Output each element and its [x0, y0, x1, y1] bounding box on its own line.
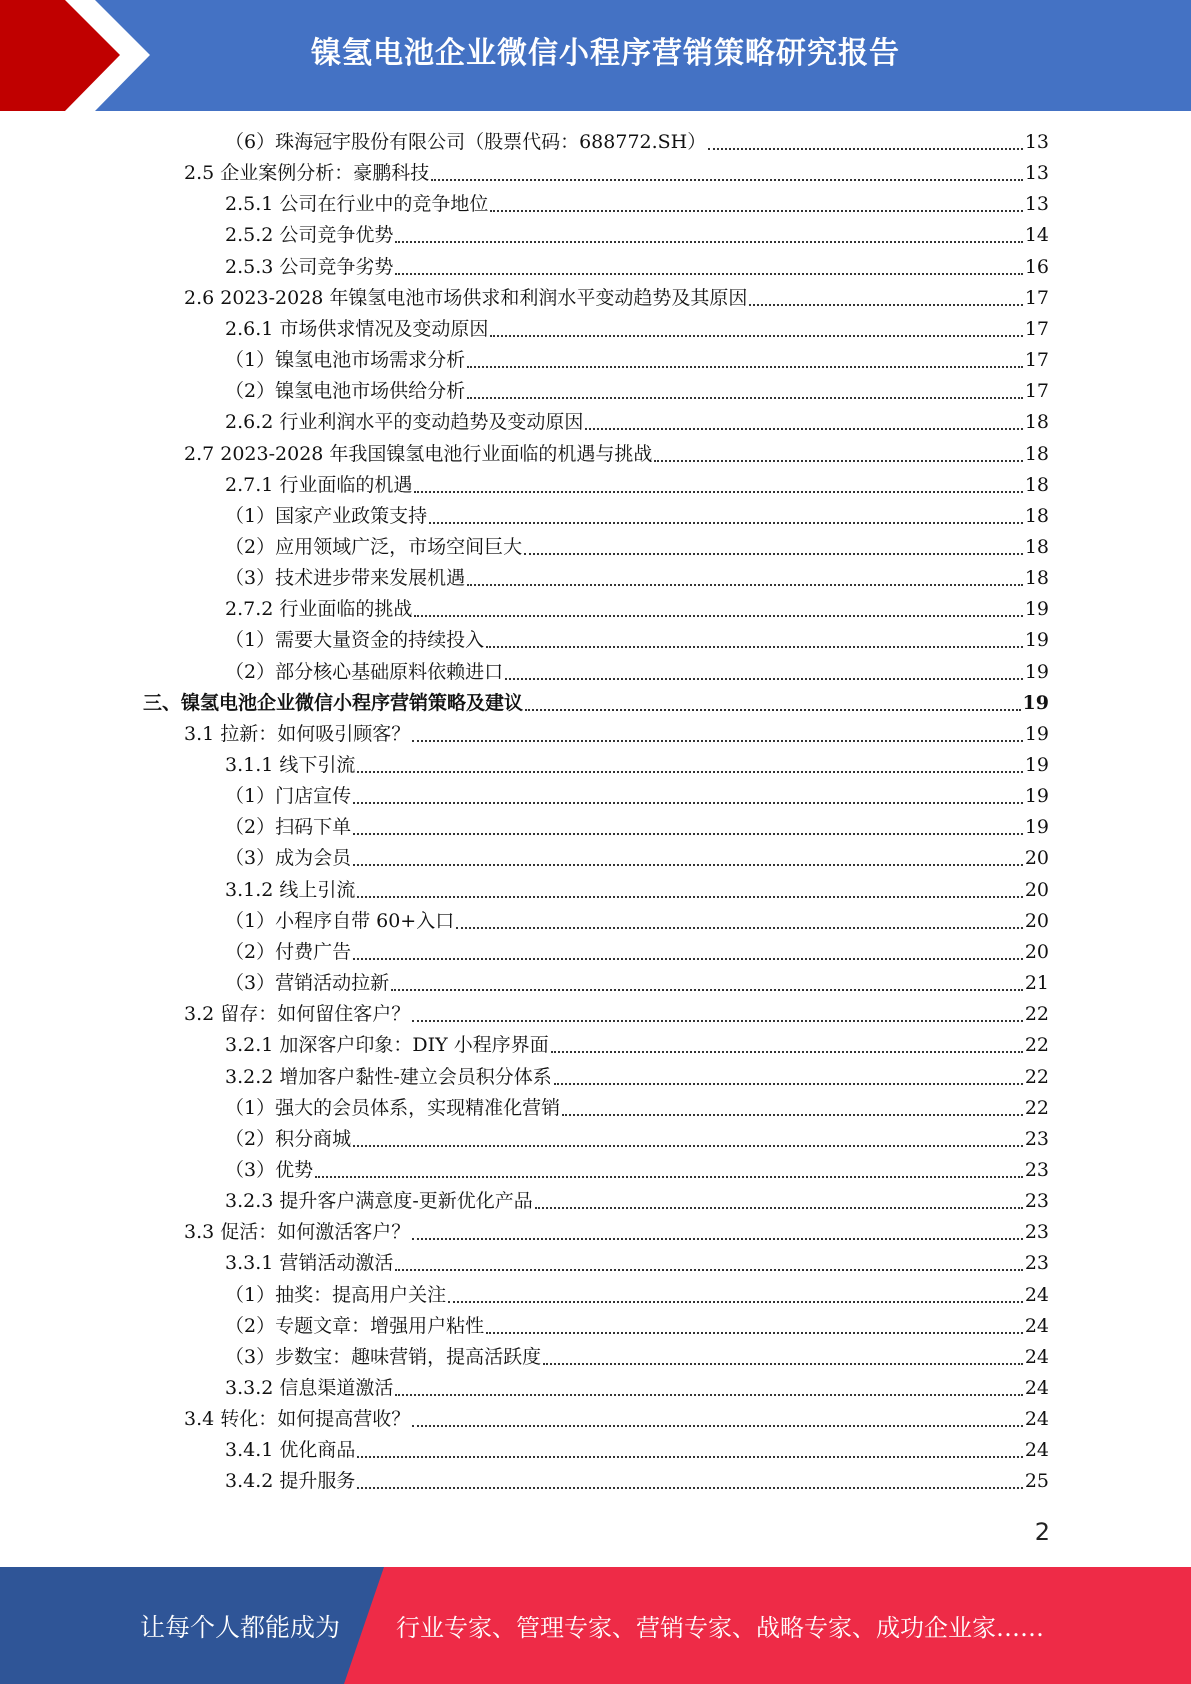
toc-leader-dots	[467, 397, 1023, 399]
toc-entry-label: 2.7.2 行业面临的挑战	[225, 598, 413, 621]
toc-entry-page: 14	[1024, 224, 1049, 247]
toc-entry[interactable]	[225, 781, 1049, 812]
toc-entry[interactable]	[225, 220, 1049, 251]
toc-leader-dots	[467, 584, 1023, 586]
toc-entry[interactable]	[225, 532, 1049, 563]
toc-entry-page: 19	[1024, 754, 1049, 776]
toc-entry-page: 23	[1024, 1127, 1049, 1150]
toc-leader-dots	[551, 1051, 1023, 1053]
toc-leader-dots	[353, 1145, 1023, 1147]
toc-entry-label: 3.2.3 提升客户满意度-更新优化产品	[225, 1190, 533, 1213]
page-number: 2	[1034, 1518, 1050, 1546]
toc-leader-dots	[486, 646, 1023, 648]
toc-leader-dots	[353, 833, 1023, 835]
toc-entry[interactable]	[225, 1342, 1049, 1373]
toc-entry-label: （6）珠海冠宇股份有限公司（股票代码：688772.SH）	[225, 131, 707, 153]
toc-entry-page: 23	[1024, 1190, 1049, 1213]
toc-entry-page: 17	[1024, 349, 1049, 372]
toc-entry-label: （1）需要大量资金的持续投入	[225, 629, 485, 652]
toc-leader-dots	[395, 273, 1022, 275]
toc-entry-label: （2）积分商城	[225, 1127, 352, 1150]
page-header	[0, 0, 1191, 111]
toc-entry[interactable]	[225, 1466, 1049, 1497]
toc-leader-dots	[395, 241, 1022, 243]
toc-entry-page: 24	[1024, 1439, 1049, 1462]
toc-entry[interactable]	[225, 875, 1049, 906]
toc-entry-page: 22	[1024, 1065, 1049, 1088]
toc-entry-page: 19	[1024, 660, 1049, 683]
toc-leader-dots	[357, 896, 1022, 898]
toc-entry[interactable]	[225, 1030, 1049, 1061]
toc-leader-dots	[448, 1301, 1023, 1303]
toc-entry-label: （3）优势	[225, 1158, 314, 1181]
toc-leader-dots	[585, 428, 1022, 430]
toc-entry-label: 2.5.3 公司竞争劣势	[225, 255, 394, 278]
toc-entry-page: 18	[1024, 411, 1049, 434]
toc-leader-dots	[414, 615, 1022, 617]
toc-entry-label: （2）扫码下单	[225, 816, 352, 839]
toc-entry-page: 13	[1024, 131, 1049, 153]
toc-entry-page: 24	[1024, 1283, 1049, 1306]
toc-leader-dots	[357, 1487, 1022, 1489]
toc-entry-page: 22	[1024, 1034, 1049, 1057]
toc-entry-label: 3.2.1 加深客户印象：DIY 小程序界面	[225, 1034, 549, 1057]
toc-entry-label: 3.1 拉新：如何吸引顾客？	[184, 722, 411, 745]
toc-entry[interactable]	[225, 127, 1049, 158]
toc-leader-dots	[708, 148, 1023, 150]
toc-leader-dots	[749, 304, 1022, 306]
toc-entry-page: 19	[1024, 629, 1049, 652]
toc-entry-page: 17	[1024, 380, 1049, 403]
toc-leader-dots	[412, 1238, 1023, 1240]
toc-leader-dots	[490, 335, 1022, 337]
footer-slogan-right: 行业专家、管理专家、营销专家、战略专家、成功企业家……	[396, 1614, 1044, 1642]
toc-entry[interactable]	[184, 999, 1049, 1030]
toc-entry-label: 3.4 转化：如何提高营收？	[184, 1408, 411, 1431]
toc-entry[interactable]	[225, 376, 1049, 407]
toc-entry[interactable]	[184, 439, 1049, 470]
toc-entry-page: 17	[1024, 317, 1049, 340]
toc-entry-page: 19	[1022, 691, 1049, 714]
toc-entry[interactable]	[225, 501, 1049, 532]
toc-entry-page: 24	[1024, 1345, 1049, 1368]
toc-entry[interactable]	[225, 1186, 1049, 1217]
toc-entry-page: 21	[1024, 972, 1049, 995]
toc-leader-dots	[543, 1363, 1023, 1365]
toc-leader-dots	[554, 1083, 1023, 1085]
toc-entry-page: 18	[1024, 473, 1049, 496]
toc-leader-dots	[525, 709, 1021, 711]
toc-entry-label: （2）应用领域广泛，市场空间巨大	[225, 535, 523, 558]
toc-entry-page: 23	[1024, 1158, 1049, 1181]
toc-entry-page: 16	[1024, 255, 1049, 278]
toc-entry-label: （2）部分核心基础原料依赖进口	[225, 660, 504, 683]
toc-entry[interactable]	[225, 345, 1049, 376]
toc-entry-page: 13	[1024, 193, 1049, 216]
toc-entry[interactable]	[225, 252, 1049, 283]
toc-leader-dots	[654, 460, 1022, 462]
toc-entry[interactable]	[225, 470, 1049, 501]
toc-leader-dots	[357, 1456, 1022, 1458]
toc-entry-label: 3.2.2 增加客户黏性-建立会员积分体系	[225, 1065, 552, 1088]
toc-entry-label: （2）镍氢电池市场供给分析	[225, 380, 466, 403]
toc-leader-dots	[353, 958, 1023, 960]
page-footer	[0, 1567, 1191, 1684]
toc-entry-label: 2.6.2 行业利润水平的变动趋势及变动原因	[225, 411, 584, 434]
toc-leader-dots	[505, 678, 1023, 680]
toc-entry-label: 2.5.2 公司竞争优势	[225, 224, 394, 247]
toc-entry-label: 2.7.1 行业面临的机遇	[225, 473, 413, 496]
report-title: 镍氢电池企业微信小程序营销策略研究报告	[311, 36, 900, 71]
toc-entry-page: 19	[1024, 598, 1049, 621]
toc-entry-page: 20	[1024, 909, 1049, 932]
toc-leader-dots	[467, 366, 1023, 368]
toc-entry-page: 18	[1024, 567, 1049, 590]
toc-entry[interactable]	[184, 283, 1049, 314]
toc-entry[interactable]	[225, 1124, 1049, 1155]
toc-entry-page: 20	[1024, 847, 1049, 870]
toc-leader-dots	[412, 740, 1023, 742]
toc-entry[interactable]	[225, 750, 1049, 781]
toc-entry[interactable]	[225, 906, 1049, 937]
toc-leader-dots	[456, 927, 1023, 929]
toc-entry[interactable]	[225, 812, 1049, 843]
toc-entry-label: 三、镍氢电池企业微信小程序营销策略及建议	[143, 691, 524, 714]
toc-entry-label: （3）营销活动拉新	[225, 972, 390, 995]
toc-entry-label: 3.4.1 优化商品	[225, 1439, 356, 1462]
toc-entry[interactable]	[225, 1248, 1049, 1279]
toc-entry-page: 22	[1024, 1003, 1049, 1026]
toc-entry[interactable]	[184, 158, 1049, 189]
toc-leader-dots	[486, 1332, 1023, 1334]
toc-entry[interactable]	[225, 594, 1049, 625]
toc-entry-label: 3.3.1 营销活动激活	[225, 1252, 394, 1275]
toc-entry[interactable]	[225, 407, 1049, 438]
toc-leader-dots	[562, 1114, 1023, 1116]
toc-entry-label: （3）步数宝：趣味营销，提高活跃度	[225, 1345, 542, 1368]
toc-entry-page: 22	[1024, 1096, 1049, 1119]
toc-entry-page: 20	[1024, 940, 1049, 963]
toc-leader-dots	[395, 1269, 1022, 1271]
toc-entry-page: 18	[1024, 442, 1049, 465]
toc-entry[interactable]	[225, 1435, 1049, 1466]
toc-entry[interactable]	[225, 625, 1049, 656]
toc-leader-dots	[490, 210, 1022, 212]
toc-leader-dots	[412, 1425, 1023, 1427]
toc-entry-label: （1）抽奖：提高用户关注	[225, 1283, 447, 1306]
toc-entry-label: 3.4.2 提升服务	[225, 1470, 356, 1493]
toc-entry[interactable]	[143, 688, 1049, 719]
toc-entry[interactable]	[225, 657, 1049, 688]
toc-entry-label: 3.3 促活：如何激活客户？	[184, 1221, 411, 1244]
toc-entry-page: 23	[1024, 1221, 1049, 1244]
toc-entry-label: 2.6.1 市场供求情况及变动原因	[225, 317, 489, 340]
toc-leader-dots	[353, 864, 1023, 866]
toc-entry[interactable]	[225, 1155, 1049, 1186]
toc-entry-page: 25	[1024, 1470, 1049, 1493]
toc-entry-page: 20	[1024, 878, 1049, 901]
toc-entry-label: （1）门店宣传	[225, 785, 352, 808]
toc-leader-dots	[395, 1394, 1022, 1396]
toc-entry[interactable]	[225, 314, 1049, 345]
toc-entry[interactable]	[225, 968, 1049, 999]
toc-entry[interactable]	[225, 1373, 1049, 1404]
toc-entry[interactable]	[184, 1404, 1049, 1435]
toc-leader-dots	[353, 802, 1023, 804]
toc-leader-dots	[357, 771, 1022, 773]
toc-entry-label: 2.6 2023-2028 年镍氢电池市场供求和利润水平变动趋势及其原因	[184, 286, 748, 309]
toc-entry[interactable]	[225, 189, 1049, 220]
toc-leader-dots	[524, 553, 1023, 555]
toc-entry-label: 3.1.2 线上引流	[225, 878, 356, 901]
toc-entry-page: 19	[1024, 722, 1049, 745]
toc-entry[interactable]	[225, 1062, 1049, 1093]
toc-entry-label: 3.1.1 线下引流	[225, 754, 356, 776]
toc-entry-label: （1）小程序自带 60+入口	[225, 909, 455, 932]
toc-entry-label: （1）强大的会员体系，实现精准化营销	[225, 1096, 561, 1119]
toc-entry[interactable]	[225, 1311, 1049, 1342]
toc-entry-label: （2）专题文章：增强用户粘性	[225, 1314, 485, 1337]
toc-leader-dots	[315, 1176, 1023, 1178]
toc-entry-page: 24	[1024, 1408, 1049, 1431]
toc-entry[interactable]	[225, 1093, 1049, 1124]
toc-entry-label: 3.2 留存：如何留住客户？	[184, 1003, 411, 1026]
toc-leader-dots	[535, 1207, 1023, 1209]
toc-entry-page: 13	[1024, 162, 1049, 185]
toc-entry[interactable]	[225, 937, 1049, 968]
toc-leader-dots	[429, 522, 1023, 524]
toc-entry-page: 23	[1024, 1252, 1049, 1275]
toc-entry-label: （3）成为会员	[225, 847, 352, 870]
toc-entry-page: 24	[1024, 1377, 1049, 1399]
footer-slogan-left: 让每个人都能成为	[140, 1612, 341, 1642]
toc-entry-page: 18	[1024, 504, 1049, 527]
toc-entry-label: （1）镍氢电池市场需求分析	[225, 349, 466, 372]
toc-entry[interactable]	[184, 719, 1049, 750]
toc-leader-dots	[391, 989, 1023, 991]
toc-entry-page: 19	[1024, 785, 1049, 808]
toc-entry[interactable]	[184, 1217, 1049, 1248]
toc-entry-page: 24	[1024, 1314, 1049, 1337]
toc-entry-label: 2.5.1 公司在行业中的竞争地位	[225, 193, 489, 216]
toc-entry[interactable]	[225, 1280, 1049, 1311]
toc-entry-page: 18	[1024, 535, 1049, 558]
toc-entry-label: 2.5 企业案例分析：豪鹏科技	[184, 162, 430, 185]
toc-entry-page: 17	[1024, 286, 1049, 309]
toc-leader-dots	[414, 491, 1022, 493]
toc-entry[interactable]	[225, 563, 1049, 594]
toc-entry-label: 3.3.2 信息渠道激活	[225, 1377, 394, 1399]
toc-leader-dots	[412, 1020, 1023, 1022]
toc-entry-label: （1）国家产业政策支持	[225, 504, 428, 527]
toc-entry-label: 2.7 2023-2028 年我国镍氢电池行业面临的机遇与挑战	[184, 442, 653, 465]
toc-entry[interactable]	[225, 843, 1049, 874]
toc-entry-page: 19	[1024, 816, 1049, 839]
toc-leader-dots	[431, 179, 1023, 181]
toc-entry-label: （2）付费广告	[225, 940, 352, 963]
toc-entry-label: （3）技术进步带来发展机遇	[225, 567, 466, 590]
